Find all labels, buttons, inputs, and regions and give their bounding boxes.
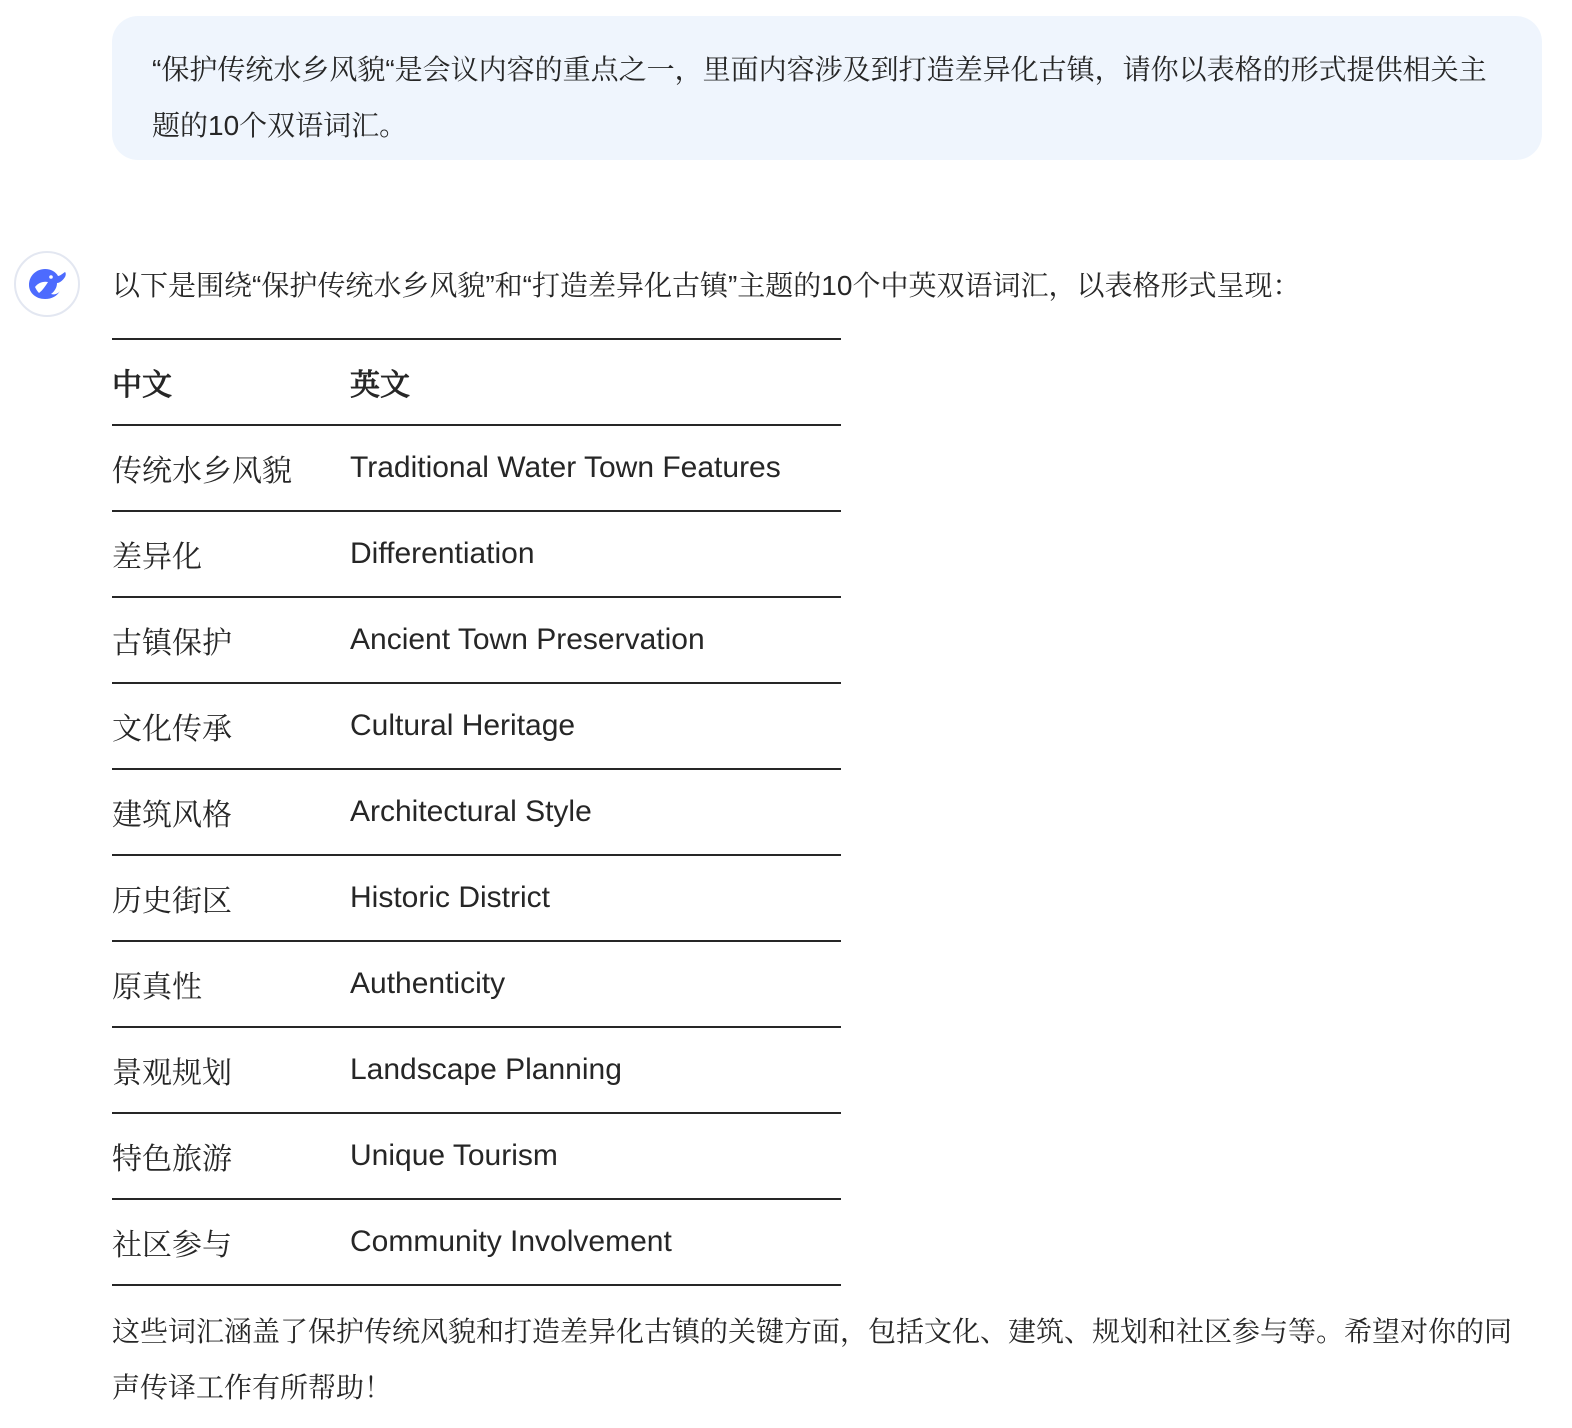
vocabulary-table [112, 338, 841, 1286]
cell-chinese: 古镇保护 [112, 597, 350, 683]
user-message-text: “保护传统水乡风貌“是会议内容的重点之一，里面内容涉及到打造差异化古镇，请你以表格的形式提供相关主题的10个双语词汇。 [152, 54, 1487, 141]
cell-english: Ancient Town Preservation [350, 597, 841, 683]
assistant-intro: 以下是围绕“保护传统水乡风貌”和“打造差异化古镇”主题的10个中英双语词汇，以表格形式呈现： [112, 270, 1301, 301]
cell-english: Historic District [350, 855, 841, 941]
table-row [112, 855, 841, 941]
user-message-bubble [112, 16, 1542, 160]
cell-english: Cultural Heritage [350, 683, 841, 769]
cell-chinese: 建筑风格 [112, 769, 350, 855]
cell-chinese: 原真性 [112, 941, 350, 1027]
table-row [112, 941, 841, 1027]
cell-english: Community Involvement [350, 1199, 841, 1285]
cell-english: Unique Tourism [350, 1113, 841, 1199]
cell-english: Architectural Style [350, 769, 841, 855]
table-row [112, 1027, 841, 1113]
assistant-message [112, 258, 1542, 1416]
table-row [112, 1199, 841, 1285]
whale-logo-icon [25, 266, 69, 302]
table-row [112, 683, 841, 769]
cell-chinese: 历史街区 [112, 855, 350, 941]
cell-english: Landscape Planning [350, 1027, 841, 1113]
cell-english: Authenticity [350, 941, 841, 1027]
cell-chinese: 景观规划 [112, 1027, 350, 1113]
header-english: 英文 [350, 339, 841, 425]
table-header-row [112, 339, 841, 425]
cell-chinese: 社区参与 [112, 1199, 350, 1285]
table-row [112, 1113, 841, 1199]
cell-english: Differentiation [350, 511, 841, 597]
table-row [112, 769, 841, 855]
cell-chinese: 传统水乡风貌 [112, 425, 350, 511]
assistant-outro: 这些词汇涵盖了保护传统风貌和打造差异化古镇的关键方面，包括文化、建筑、规划和社区参与等。希望对你的同声传译工作有所帮助！ [112, 1316, 1513, 1403]
cell-english: Traditional Water Town Features [350, 425, 841, 511]
cell-chinese: 差异化 [112, 511, 350, 597]
header-chinese: 中文 [112, 339, 350, 425]
table-row [112, 425, 841, 511]
table-row [112, 597, 841, 683]
table-row [112, 511, 841, 597]
assistant-avatar [14, 251, 80, 317]
cell-chinese: 特色旅游 [112, 1113, 350, 1199]
cell-chinese: 文化传承 [112, 683, 350, 769]
